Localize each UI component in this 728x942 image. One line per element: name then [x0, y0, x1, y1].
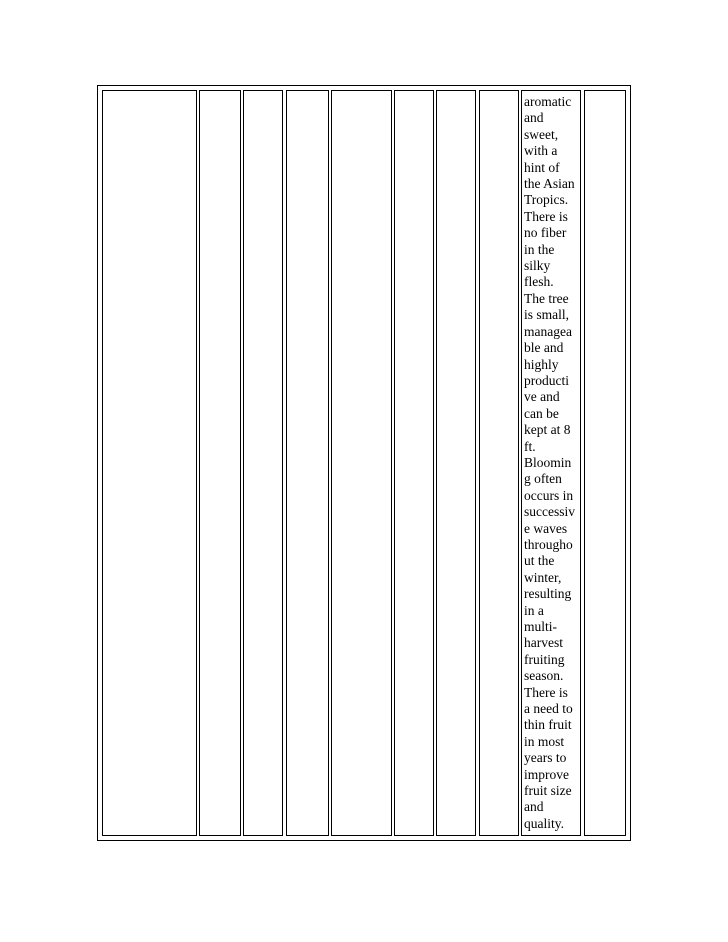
table-cell-col-9-notes — [521, 90, 581, 836]
document-table — [97, 85, 631, 841]
table-cell-col-4 — [286, 90, 329, 836]
table-cell-col-5 — [331, 90, 392, 836]
table-cell-col-8 — [479, 90, 519, 836]
fruit-description-text: aromatic and sweet, with a hint of the Asian Tropics. There is no fiber in the silky flesh. The tree is small, managea ble and highly producti ve and can be kept at 8 ft. Bloomin g often occurs in successiv e waves througho ut the winter, resulting in a multi- harvest fruiting season. There is a need to thin fruit in most years to improve fruit size and quality. — [524, 94, 575, 831]
table-cell-col-7 — [436, 90, 476, 836]
table-cell-col-2 — [199, 90, 241, 836]
table-cell-col-6 — [394, 90, 434, 836]
table-cell-col-3 — [243, 90, 283, 836]
table-cell-col-1 — [102, 90, 197, 836]
table-cell-col-10 — [584, 90, 626, 836]
